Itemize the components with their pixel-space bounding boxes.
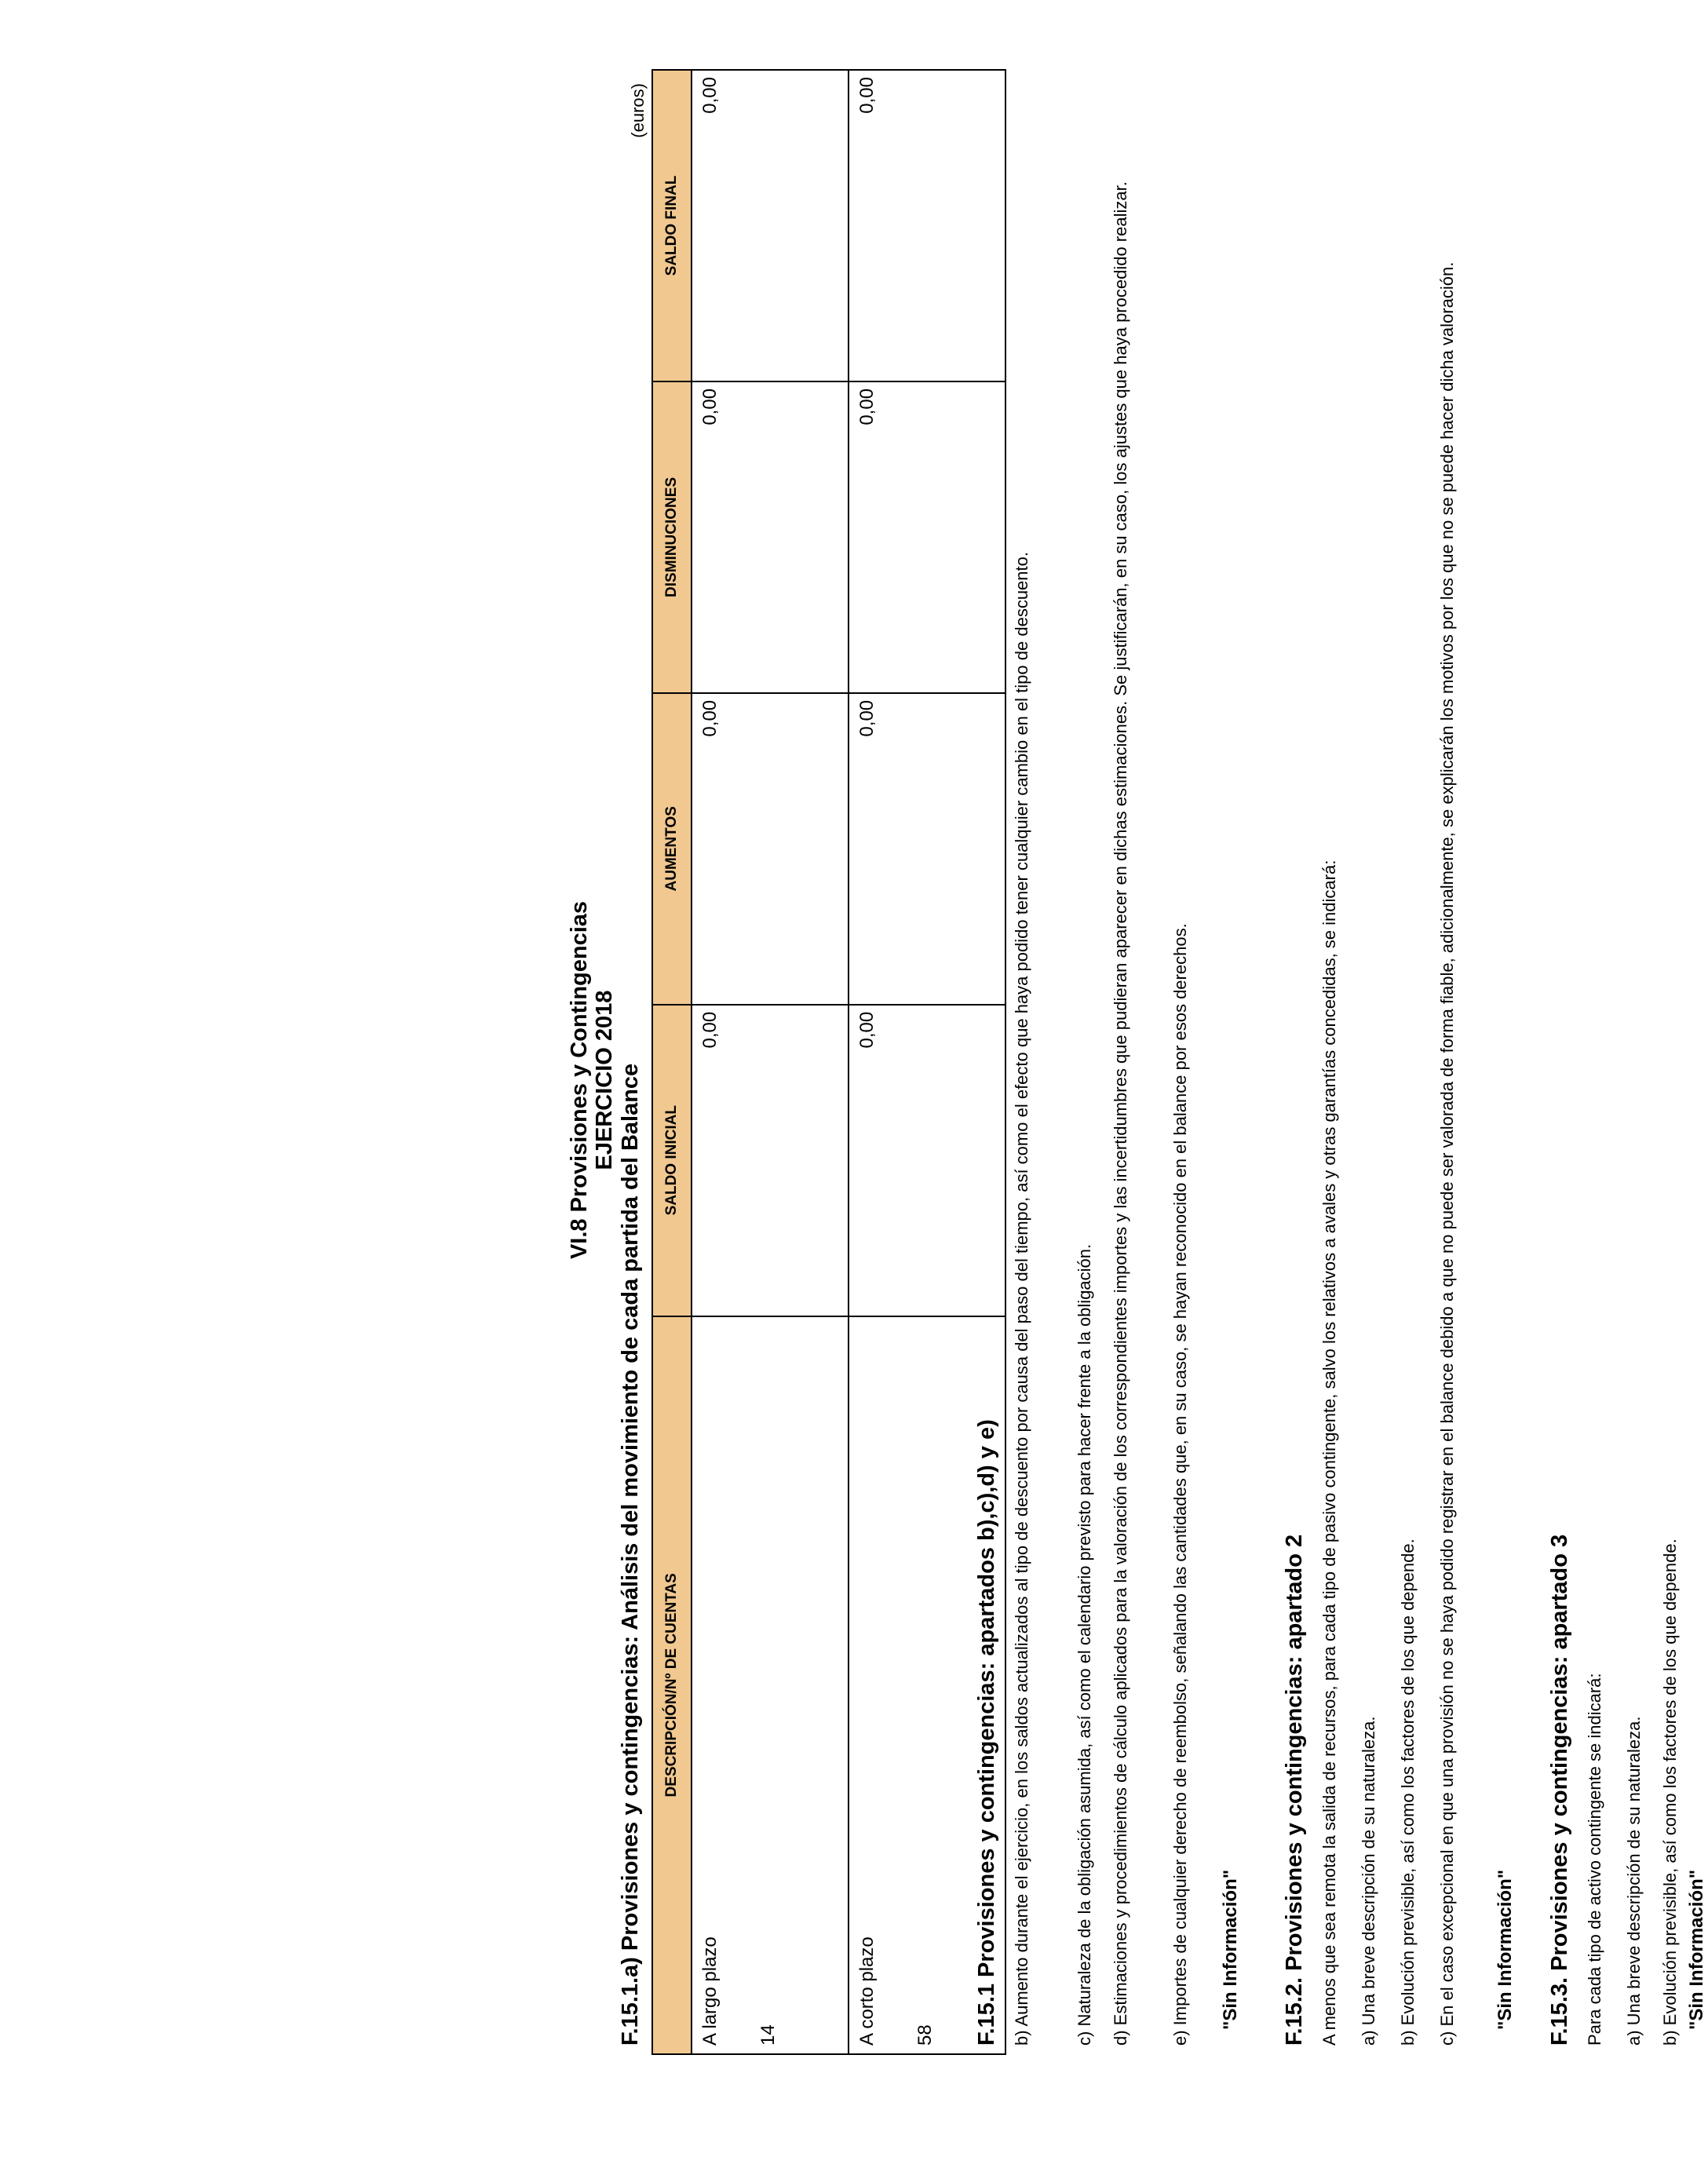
decreases-value: 0,00	[856, 388, 878, 425]
row-account: 14	[757, 2024, 779, 2046]
decreases-cell	[692, 381, 849, 693]
table-header-row	[652, 70, 692, 2054]
section3-item-a: a) Una breve descripción de su naturaleza.	[1624, 1716, 1644, 2046]
row-label: A corto plazo	[856, 1936, 878, 2046]
final-balance-value: 0,00	[856, 77, 878, 114]
row-account: 58	[914, 2024, 936, 2046]
row-description-cell	[692, 1316, 849, 2054]
initial-balance-cell	[849, 1005, 1005, 1316]
section2-heading: F.15.2. Provisiones y contingencias: apartado 2	[1282, 1534, 1307, 2046]
final-balance-cell	[692, 70, 849, 381]
provisions-movement-table	[651, 69, 1006, 2055]
initial-balance-value: 0,00	[856, 1011, 878, 1049]
section3-item-b: b) Evolución previsible, así como los factores de los que depende.	[1660, 1538, 1680, 2046]
initial-balance-cell	[692, 1005, 849, 1316]
section2-no-info: "Sin Información"	[1494, 1869, 1516, 2030]
section1-item-d: d) Estimaciones y procedimientos de cálculo aplicados para la valoración de los correspondientes importes y las incertidumbres que pudieran aparecer en dichas estimaciones. Se justificarán, en su caso, los ajustes que haya procedido realizar.	[1111, 181, 1130, 2046]
exercise-year: EJERCICIO 2018	[592, 990, 617, 1170]
decreases-cell	[849, 381, 1005, 693]
section2-item-a: a) Una breve descripción de su naturaleza.	[1359, 1716, 1378, 2046]
header-final-balance: SALDO FINAL	[652, 70, 692, 381]
final-balance-value: 0,00	[699, 77, 721, 114]
section3-heading: F.15.3. Provisiones y contingencias: apartado 3	[1547, 1534, 1572, 2046]
section1-no-info: "Sin Información"	[1220, 1869, 1241, 2030]
increases-cell	[849, 693, 1005, 1005]
header-description: DESCRIPCIÓN/Nº DE CUENTAS	[652, 1316, 692, 2054]
initial-balance-value: 0,00	[699, 1011, 721, 1049]
decreases-value: 0,00	[699, 388, 721, 425]
section1-item-e: e) Importes de cualquier derecho de reembolso, señalando las cantidades que, en su caso, se hayan reconocido en el balance por esos derechos.	[1170, 923, 1190, 2046]
header-increases: AUMENTOS	[652, 693, 692, 1005]
table-row	[692, 70, 849, 2054]
final-balance-cell	[849, 70, 1005, 381]
section3-intro: Para cada tipo de activo contingente se indicará:	[1585, 1673, 1604, 2046]
row-label: A largo plazo	[699, 1936, 721, 2046]
section2-item-c: c) En el caso excepcional en que una provisión no se haya podido registrar en el balance debido a que no puede ser valorada de forma fiable, adicionalmente, se explicarán los motivos por los que no se puede hacer dicha valoración.	[1437, 261, 1457, 2046]
section1-heading: F.15.1 Provisiones y contingencias: apartados b),c),d) y e)	[974, 1419, 999, 2046]
section3-no-info: "Sin Información"	[1686, 1869, 1707, 2030]
units-label: (euros)	[628, 83, 648, 138]
page-title: VI.8 Provisiones y Contingencias	[567, 900, 592, 1260]
header-decreases: DISMINUCIONES	[652, 381, 692, 693]
increases-value: 0,00	[856, 699, 878, 737]
section1-item-b: b) Aumento durante el ejercicio, en los saldos actualizados al tipo de descuento por causa del paso del tiempo, así como el efecto que haya podido tener cualquier cambio en el tipo de descuento.	[1012, 552, 1031, 2046]
document-page	[0, 60, 1707, 2101]
section2-intro: A menos que sea remota la salida de recursos, para cada tipo de pasivo contingente, salvo los relativos a avales y otras garantías concedidas, se indicará:	[1319, 860, 1339, 2046]
increases-value: 0,00	[699, 699, 721, 737]
table-title: F.15.1.a) Provisiones y contingencias: Análisis del movimiento de cada partida del Balance	[618, 1063, 643, 2046]
increases-cell	[692, 693, 849, 1005]
header-initial-balance: SALDO INICIAL	[652, 1005, 692, 1316]
section2-item-b: b) Evolución previsible, así como los factores de los que depende.	[1398, 1538, 1418, 2046]
section1-item-c: c) Naturaleza de la obligación asumida, así como el calendario previsto para hacer frente a la obligación.	[1075, 1243, 1094, 2046]
